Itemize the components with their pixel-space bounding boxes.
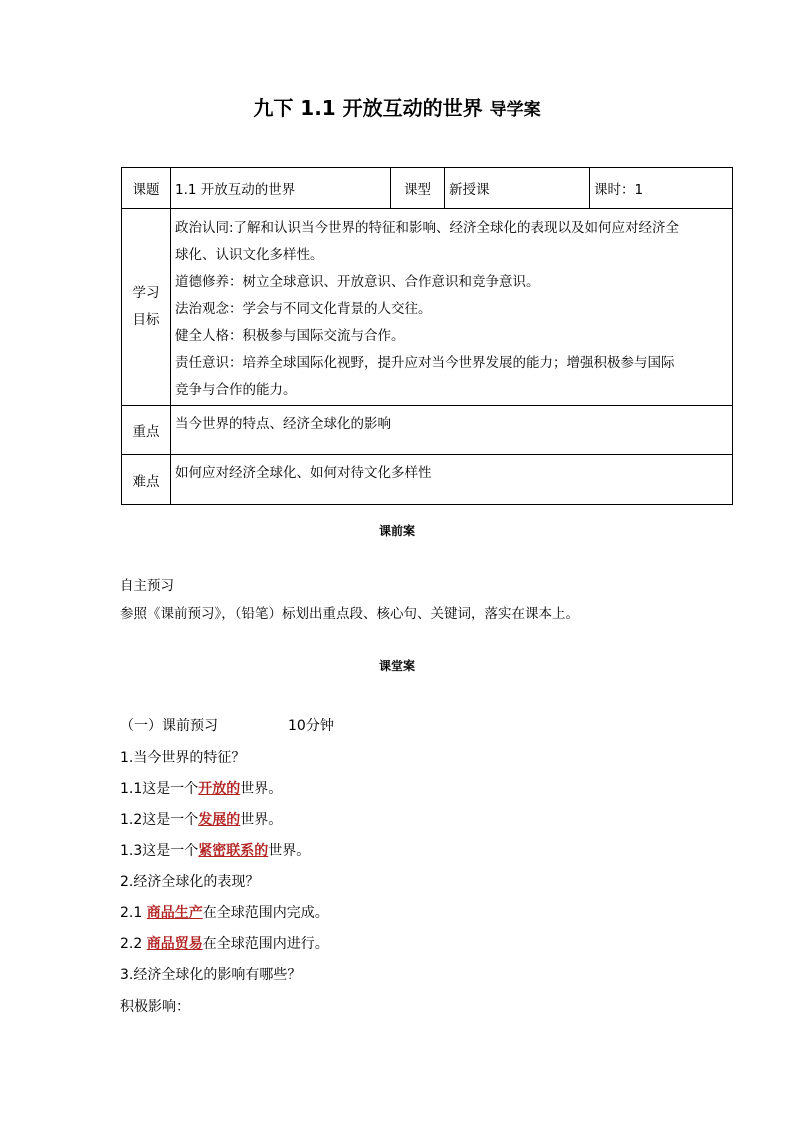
goals-label-line: 学习 bbox=[132, 285, 160, 301]
answer-fill: 紧密联系的 bbox=[198, 843, 269, 859]
answer-prefix: 1.3这是一个 bbox=[120, 843, 199, 859]
key-value: 当今世界的特点、经济全球化的影响 bbox=[171, 406, 733, 455]
goal-line: 竞争与合作的能力。 bbox=[175, 382, 297, 398]
answer-2-1 bbox=[120, 902, 329, 922]
answer-fill: 开放的 bbox=[198, 781, 241, 797]
goals-value bbox=[171, 209, 733, 406]
preclass-heading: 课前案 bbox=[378, 524, 415, 538]
topic-value: 1.1 开放互动的世界 bbox=[171, 168, 391, 209]
goals-label bbox=[122, 209, 171, 406]
positive-impact-label: 积极影响： bbox=[120, 999, 190, 1015]
type-label: 课型 bbox=[391, 168, 445, 209]
answer-prefix: 2.1 bbox=[120, 905, 147, 921]
preclass-sub: 自主预习 bbox=[120, 578, 174, 594]
answer-fill: 商品贸易 bbox=[146, 936, 203, 952]
inclass-heading: 课堂案 bbox=[378, 659, 415, 673]
answer-suffix: 世界。 bbox=[240, 812, 283, 828]
lesson-info-table bbox=[121, 167, 733, 505]
table-row bbox=[122, 168, 733, 209]
answer-2-2 bbox=[120, 933, 329, 953]
goal-line: 法治观念：学会与不同文化背景的人交往。 bbox=[175, 301, 432, 317]
part-title: （一）课前预习 bbox=[120, 718, 218, 734]
goals-label-line: 目标 bbox=[132, 312, 160, 328]
key-label: 重点 bbox=[122, 406, 171, 455]
answer-suffix: 世界。 bbox=[240, 781, 283, 797]
answer-suffix: 世界。 bbox=[268, 843, 311, 859]
table-row bbox=[122, 406, 733, 455]
table-row bbox=[122, 455, 733, 505]
answer-1-1 bbox=[120, 778, 282, 798]
part-time: 10分钟 bbox=[288, 718, 334, 734]
part-one-heading bbox=[120, 715, 334, 735]
question-1: 1.当今世界的特征？ bbox=[120, 750, 246, 766]
difficulty-value: 如何应对经济全球化、如何对待文化多样性 bbox=[171, 455, 733, 505]
page-title bbox=[0, 92, 794, 121]
answer-1-3 bbox=[120, 840, 310, 860]
answer-suffix: 在全球范围内完成。 bbox=[202, 905, 329, 921]
answer-fill: 商品生产 bbox=[146, 905, 203, 921]
title-main: 九下 1.1 开放互动的世界 bbox=[253, 96, 483, 120]
topic-label: 课题 bbox=[122, 168, 171, 209]
answer-suffix: 在全球范围内进行。 bbox=[202, 936, 329, 952]
answer-prefix: 2.2 bbox=[120, 936, 147, 952]
type-value: 新授课 bbox=[445, 168, 590, 209]
goal-line: 球化、认识文化多样性。 bbox=[175, 247, 324, 263]
title-sub: 导学案 bbox=[489, 100, 541, 120]
question-2: 2.经济全球化的表现？ bbox=[120, 874, 260, 890]
table-row bbox=[122, 209, 733, 406]
answer-fill: 发展的 bbox=[198, 812, 241, 828]
goal-line: 健全人格：积极参与国际交流与合作。 bbox=[175, 328, 405, 344]
goal-line: 政治认同:了解和认识当今世界的特征和影响、经济全球化的表现以及如何应对经济全 bbox=[175, 220, 680, 236]
difficulty-label: 难点 bbox=[122, 455, 171, 505]
goal-line: 道德修养：树立全球意识、开放意识、合作意识和竞争意识。 bbox=[175, 274, 540, 290]
hours-value: 课时：1 bbox=[590, 168, 733, 209]
answer-prefix: 1.2这是一个 bbox=[120, 812, 199, 828]
goal-line: 责任意识：培养全球国际化视野，提升应对当今世界发展的能力；增强积极参与国际 bbox=[175, 355, 675, 371]
answer-1-2 bbox=[120, 809, 282, 829]
answer-prefix: 1.1这是一个 bbox=[120, 781, 199, 797]
preclass-text: 参照《课前预习》，（铅笔）标划出重点段、核心句、关键词，落实在课本上。 bbox=[120, 606, 579, 622]
question-3: 3.经济全球化的影响有哪些？ bbox=[120, 967, 302, 983]
